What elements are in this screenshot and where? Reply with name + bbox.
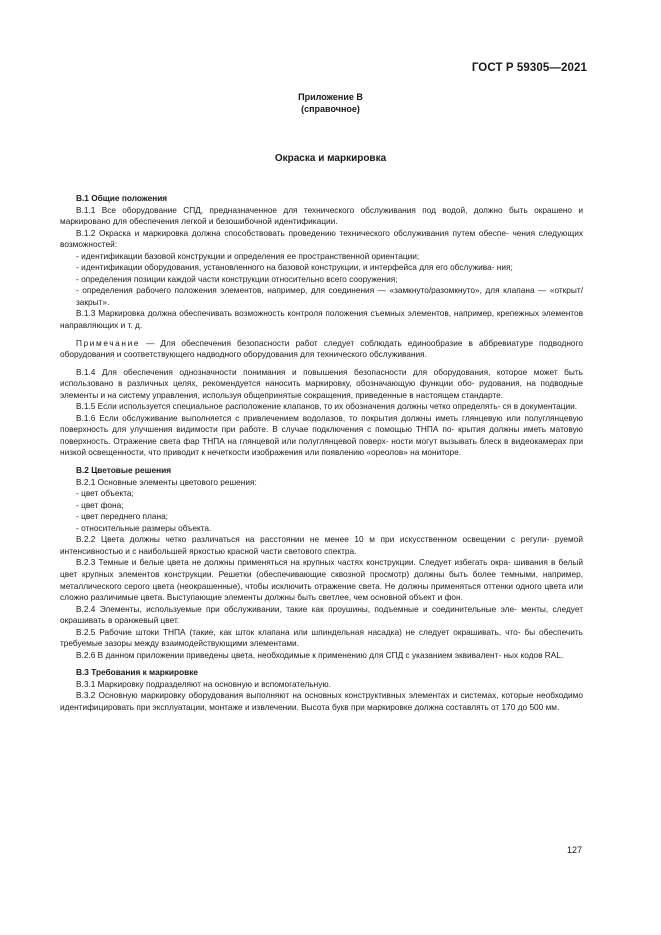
list-item: - определения рабочего положения элементов, например, для соединения — «замкнуто/разомкнуто», для клапана — «открыт/закрыт».: [76, 285, 583, 307]
paragraph: В.2.1 Основные элементы цветового решения:: [76, 476, 257, 487]
appendix-title: Приложение В: [298, 92, 363, 102]
paragraph: В.1.2 Окраска и маркировка должна способствовать проведению технического обслуживания путем обеспе- чения следующих возможностей:: [60, 227, 583, 250]
paragraph: В.2.6 В данном приложении приведены цвета, необходимые к применению для СПД с указанием эквивалент- ных кодов RAL.: [76, 649, 564, 660]
standard-number: ГОСТ Р 59305—2021: [471, 62, 587, 74]
page-number: 127: [566, 845, 582, 855]
appendix-subtitle: (справочное): [301, 104, 360, 114]
list-item: - цвет переднего плана;: [76, 511, 168, 522]
paragraph: В.1.4 Для обеспечения однозначности понимания и повышения безопасности для оборудования, которое может быть использовано в различных целях, рекомендуется наносить маркировку, обозначающую функции обо- рудования, на подводные элементы и на систему управления, используя общепринятые сокращения, приведенные в настоящем стандарте.: [60, 366, 583, 400]
list-item: - цвет фона;: [76, 499, 124, 510]
section-heading: В.1 Общие положения: [76, 193, 168, 203]
paragraph: В.2.5 Рабочие штоки ТНПА (такие, как шток клапана или шпиндельная насадка) не следует окрашивать, что- бы обеспечить требуемые зазоры между взаимодействующими элементами.: [60, 626, 583, 649]
page-title: Окраска и маркировка: [274, 153, 387, 164]
paragraph: В.1.1 Все оборудование СПД, предназначенное для технического обслуживания под водой, должно быть окрашено и маркировано для обеспечения легкой и безошибочной идентификации.: [60, 204, 583, 227]
paragraph: В.2.2 Цвета должны четко различаться на расстоянии не менее 10 м при искусственном освещении с регули- руемой интенсивностью и с наибольшей яркостью красной части светового спектра.: [60, 534, 583, 556]
paragraph: В.1.5 Если используется специальное расположение клапанов, то их обозначения должны четко определять- ся в документации.: [76, 401, 578, 412]
document-body: [60, 193, 583, 714]
paragraph: В.2.3 Темные и белые цвета не должны применяться на крупных частях конструкции. Следует избегать окра- шивания в белый цвет крупных элементов конструкции. Решетки (обеспечивающие сквозной просмотр) должны быть более темными, например, металлического серого цвета (неокрашенные), чтобы исключить отражение света. Не должны применяться оттенки одного цвета или сложно различимые цвета. Выступающие элементы должны быть светлее, чем основной объект и фон.: [60, 557, 583, 603]
list-item: - идентификации базовой конструкции и определения ее пространственной ориентации;: [76, 250, 420, 261]
list-item: - относительные размеры объекта.: [76, 522, 212, 533]
paragraph: В.2.4 Элементы, используемые при обслуживании, такие как проушины, подъемные и соединительные эле- менты, следует окрашивать в оранжевый цвет.: [60, 603, 583, 626]
note-label: Примечание: [76, 337, 141, 348]
list-item: - цвет объекта;: [76, 488, 134, 499]
section-heading: В.2 Цветовые решения: [76, 465, 172, 476]
paragraph: В.1.3 Маркировка должна обеспечивать возможность контроля положения съемных элементов, например, крепежных элементов направляющих и т. д.: [60, 308, 583, 331]
paragraph: В.3.2 Основную маркировку оборудования выполняют на основных конструктивных элементах и системах, которые необходимо идентифицировать при эксплуатации, монтаже и извлечении. Высота букв при маркировке должна составлять от 170 до 500 мм.: [60, 690, 583, 712]
list-item: - идентификации оборудования, установленного на базовой конструкции, и интерфейса для его обслужива- ния;: [76, 262, 513, 273]
note: [60, 338, 583, 361]
paragraph: В.1.6 Если обслуживание выполняется с привлечением водолазов, то покрытия должны иметь глянцевую или полуглянцевую поверхность для улучшения видимости при работе. В случае подключения с помощью ТНПА по- крытия должны иметь матовую поверхность. Отражение света фар ТНПА на глянцевой или полуглянцевой поверх- ности могут вызывать блеск в видеокамерах при низкой освещенности, что приводит к нечеткости изображения или появлению «ореолов» на мониторе.: [60, 412, 583, 458]
paragraph: В.3.1 Маркировку подразделяют на основную и вспомогательную.: [76, 678, 331, 689]
list-item: - определения позиции каждой части конструкции относительно всего сооружения;: [76, 273, 398, 284]
note-text: — Для обеспечения безопасности работ следует соблюдать единообразие в аббревиатуре подводного оборудования и соответствующего надводного оборудования для технического обслуживания.: [60, 337, 583, 360]
section-heading: В.3 Требования к маркировке: [76, 667, 199, 678]
